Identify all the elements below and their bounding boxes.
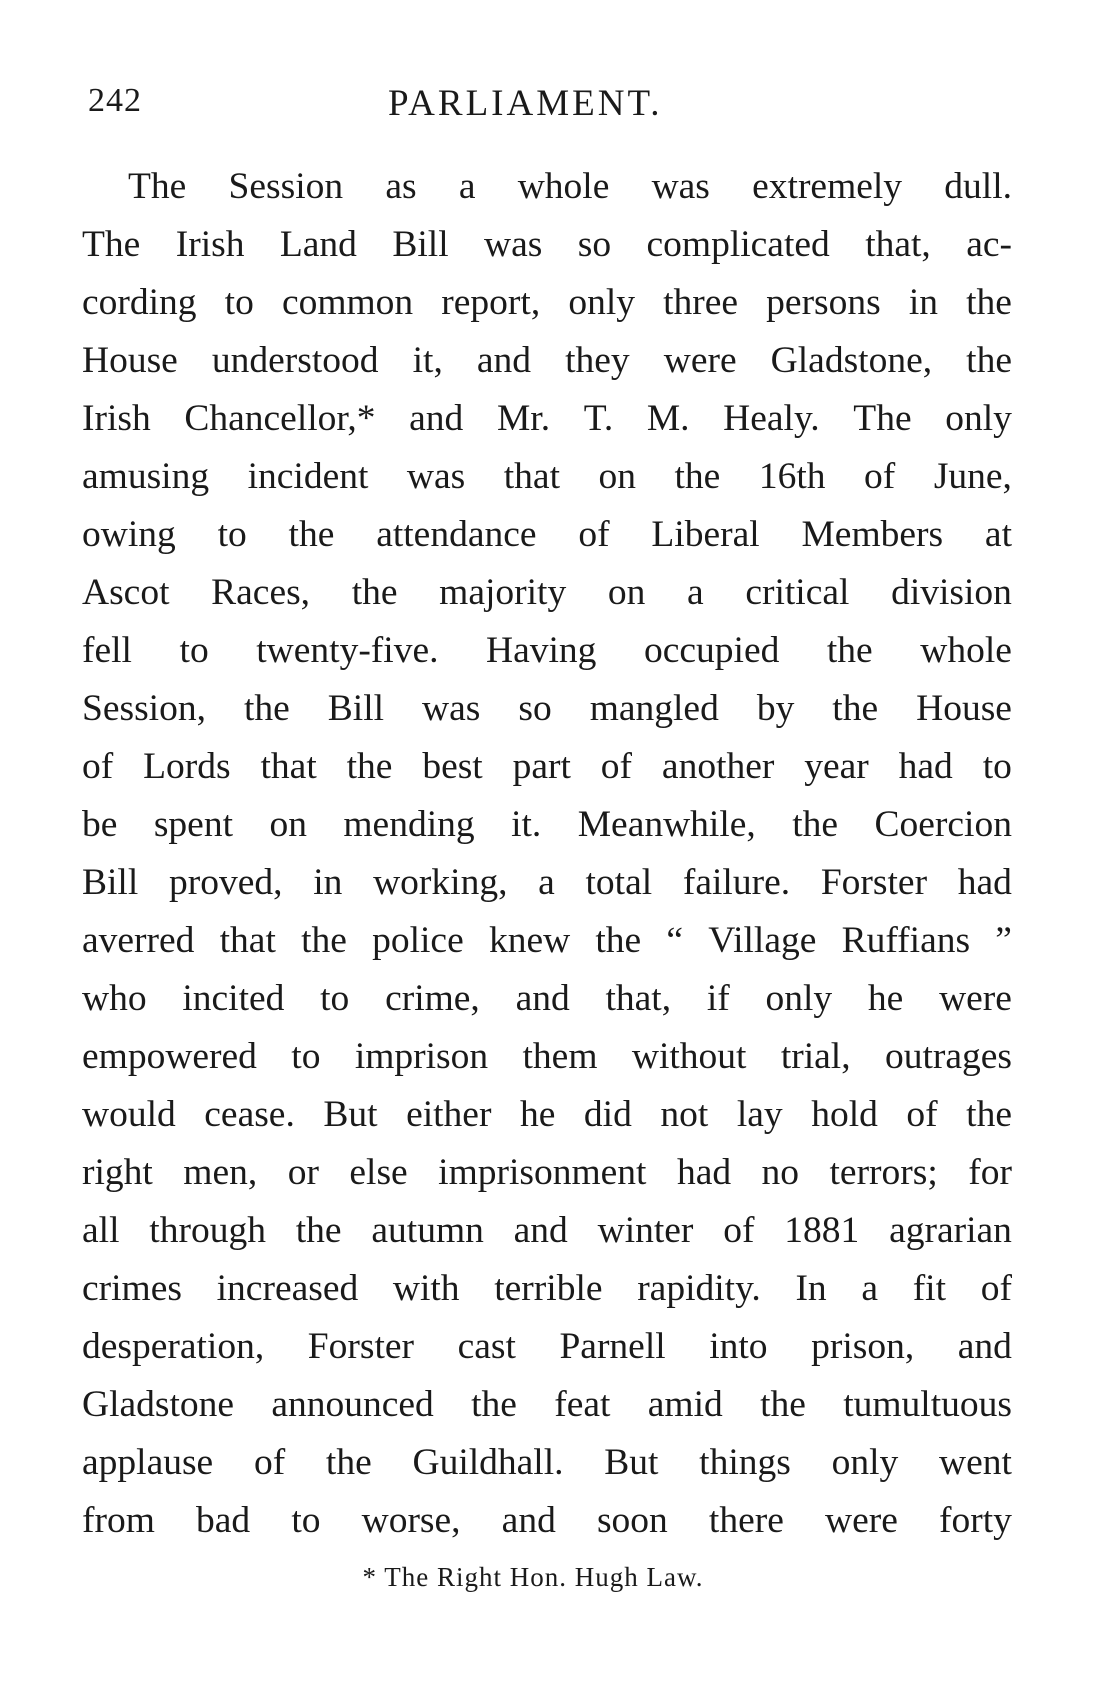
word: amid (647, 1384, 723, 1425)
word: majority (439, 572, 567, 613)
word: of (600, 746, 633, 787)
word: knew (488, 920, 571, 961)
footnote (0, 1562, 1096, 1593)
word: he (867, 978, 904, 1019)
word: Village (708, 920, 817, 961)
word: had (676, 1152, 732, 1193)
text-line (82, 1260, 1012, 1318)
word: cording (82, 282, 197, 323)
word: and (515, 978, 570, 1019)
word: T. (583, 398, 614, 439)
word: lay (736, 1094, 783, 1135)
word: June, (933, 456, 1012, 497)
word: tumultuous (843, 1384, 1012, 1425)
word: Bill (327, 688, 385, 729)
word: that (260, 746, 317, 787)
word: only (945, 398, 1012, 439)
word: the (346, 746, 393, 787)
word: to (291, 1500, 321, 1541)
word: as (385, 166, 417, 207)
word: outrages (884, 1036, 1012, 1077)
word: Irish (82, 398, 151, 439)
text-line (82, 390, 1012, 448)
word: on (269, 804, 307, 845)
word: into (709, 1326, 768, 1367)
word: that (219, 920, 276, 961)
word: fit (912, 1268, 947, 1309)
word: Land (279, 224, 357, 265)
word: Mr. (496, 398, 551, 439)
word: mangled (589, 688, 719, 729)
word: either (406, 1094, 492, 1135)
word: M. (646, 398, 690, 439)
word: a (538, 862, 555, 903)
word: Members (801, 514, 944, 555)
word: House (916, 688, 1012, 729)
word: averred (82, 920, 195, 961)
word: so (577, 224, 612, 265)
word: total (585, 862, 653, 903)
word: for (968, 1152, 1012, 1193)
word: the (351, 572, 398, 613)
word: But (323, 1094, 378, 1135)
word: dull. (944, 166, 1012, 207)
word: of (578, 514, 610, 555)
word: only (568, 282, 635, 323)
word: Irish (175, 224, 245, 265)
text-line (82, 1028, 1012, 1086)
word: whole (517, 166, 610, 207)
word: hold (811, 1094, 878, 1135)
word: Session (228, 166, 344, 207)
word: was (651, 166, 710, 207)
word: Chancellor,* (184, 398, 376, 439)
word: right (82, 1152, 153, 1193)
word: the (325, 1442, 372, 1483)
word: no (761, 1152, 800, 1193)
word: desperation, (82, 1326, 265, 1367)
text-line (82, 854, 1012, 912)
word: a (687, 572, 704, 613)
word: be (82, 804, 118, 845)
word: increased (216, 1268, 359, 1309)
word: division (891, 572, 1012, 613)
word: The (82, 224, 141, 265)
word: was (406, 456, 466, 497)
word: the (301, 920, 347, 961)
word: understood (211, 340, 379, 381)
word: of (864, 456, 896, 497)
word: did (583, 1094, 632, 1135)
word: occupied (643, 630, 780, 671)
word: a (861, 1268, 879, 1309)
word: to (291, 1036, 321, 1077)
word: feat (554, 1384, 611, 1425)
word: Ascot (82, 572, 170, 613)
word: of (906, 1094, 938, 1135)
word: fell (82, 630, 132, 671)
word: crime, (385, 978, 480, 1019)
word: the (826, 630, 873, 671)
word: was (422, 688, 481, 729)
word: Session, (82, 688, 206, 729)
word: three (663, 282, 739, 323)
word: The (853, 398, 912, 439)
word: amusing (82, 456, 210, 497)
word: trial, (780, 1036, 851, 1077)
word: incited (182, 978, 285, 1019)
word: and (501, 1500, 556, 1541)
text-line (82, 274, 1012, 332)
word: with (392, 1268, 460, 1309)
word: to (982, 746, 1012, 787)
word: or (287, 1152, 319, 1193)
word: only (765, 978, 833, 1019)
word: report, (441, 282, 541, 323)
word: House (82, 340, 178, 381)
word: else (349, 1152, 408, 1193)
text-line (82, 1086, 1012, 1144)
word: complicated (646, 224, 830, 265)
text-line (82, 1434, 1012, 1492)
word: autumn (371, 1210, 484, 1251)
word: the (760, 1384, 806, 1425)
text-line (82, 796, 1012, 854)
word: in (313, 862, 343, 903)
word: Forster (820, 862, 928, 903)
word: were (663, 340, 737, 381)
word: part (512, 746, 571, 787)
word: 16th (758, 456, 826, 497)
word: But (604, 1442, 659, 1483)
word: the (966, 1094, 1012, 1135)
word: from (82, 1500, 155, 1541)
word: through (149, 1210, 266, 1251)
text-line (82, 158, 1012, 216)
running-title: PARLIAMENT. (388, 83, 663, 124)
text-line (82, 216, 1012, 274)
word: to (179, 630, 209, 671)
word: police (372, 920, 464, 961)
word: whole (920, 630, 1012, 671)
word: Healy. (723, 398, 820, 439)
word: crimes (82, 1268, 182, 1309)
word: at (984, 514, 1012, 555)
text-line (82, 680, 1012, 738)
word: attendance (376, 514, 537, 555)
word: in (908, 282, 939, 323)
word: would (82, 1094, 176, 1135)
word: they (565, 340, 630, 381)
word: working, (373, 862, 508, 903)
word: so (518, 688, 552, 729)
word: prison, (811, 1326, 915, 1367)
word: the (792, 804, 839, 845)
text-line (82, 506, 1012, 564)
word: In (795, 1268, 827, 1309)
word: on (598, 456, 636, 497)
word: to (224, 282, 254, 323)
word: terrible (494, 1268, 603, 1309)
word: imprisonment (438, 1152, 647, 1193)
word: them (522, 1036, 598, 1077)
text-line (82, 1318, 1012, 1376)
word: spent (153, 804, 234, 845)
text-line (82, 912, 1012, 970)
word: of (253, 1442, 286, 1483)
word: the (243, 688, 290, 729)
word: worse, (361, 1500, 461, 1541)
word: to (320, 978, 350, 1019)
word: the (966, 340, 1012, 381)
text-line (82, 1144, 1012, 1202)
text-line (82, 622, 1012, 680)
word: mending (343, 804, 475, 845)
word: twenty-five. (256, 630, 439, 671)
word: it. (511, 804, 542, 845)
word: Gladstone (82, 1384, 235, 1425)
word: and (513, 1210, 568, 1251)
word: incident (247, 456, 369, 497)
text-line (82, 1202, 1012, 1260)
word: of (82, 746, 114, 787)
word: and (957, 1326, 1012, 1367)
text-line (82, 738, 1012, 796)
word: persons (766, 282, 881, 323)
word: “ (666, 920, 684, 961)
word: was (484, 224, 543, 265)
body-text (82, 158, 1012, 1550)
word: cease. (204, 1094, 295, 1135)
word: it, (412, 340, 443, 381)
word: had (957, 862, 1012, 903)
text-line (82, 970, 1012, 1028)
word: another (661, 746, 775, 787)
word: the (966, 282, 1012, 323)
word: cast (457, 1326, 516, 1367)
word: the (674, 456, 721, 497)
word: 1881 (784, 1210, 860, 1251)
word: Forster (307, 1326, 415, 1367)
text-line (82, 332, 1012, 390)
word: a (458, 166, 476, 207)
word: year (804, 746, 869, 787)
word: Guildhall. (412, 1442, 564, 1483)
word: the (832, 688, 879, 729)
text-line (82, 1376, 1012, 1434)
word: ac- (966, 224, 1012, 265)
word: Coercion (874, 804, 1012, 845)
word: proved, (168, 862, 283, 903)
word: Bill (392, 224, 449, 265)
word: only (831, 1442, 899, 1483)
word: who (82, 978, 147, 1019)
word: the (471, 1384, 517, 1425)
word: forty (938, 1500, 1012, 1541)
page-number: 242 (88, 82, 142, 119)
word: without (631, 1036, 747, 1077)
footnote-text: * The Right Hon. Hugh Law. (362, 1562, 704, 1592)
word: Lords (143, 746, 231, 787)
word: that (503, 456, 560, 497)
word: on (607, 572, 646, 613)
word: had (898, 746, 953, 787)
word: that, (865, 224, 931, 265)
word: bad (196, 1500, 251, 1541)
word: Parnell (559, 1326, 666, 1367)
word: all (82, 1210, 120, 1251)
word: there (708, 1500, 784, 1541)
word: ” (995, 920, 1012, 961)
word: imprison (354, 1036, 489, 1077)
word: the (295, 1210, 342, 1251)
word: the (288, 514, 335, 555)
word: men, (183, 1152, 258, 1193)
text-line (82, 564, 1012, 622)
word: Ruffians (841, 920, 971, 961)
word: common (281, 282, 414, 323)
word: announced (271, 1384, 434, 1425)
text-line (82, 448, 1012, 506)
word: went (939, 1442, 1012, 1483)
word: Liberal (651, 514, 760, 555)
word: of (980, 1268, 1012, 1309)
word: Meanwhile, (577, 804, 756, 845)
word: best (422, 746, 483, 787)
word: soon (596, 1500, 668, 1541)
word: extremely (752, 166, 903, 207)
word: he (519, 1094, 556, 1135)
word: agrarian (889, 1210, 1012, 1251)
word: the (595, 920, 642, 961)
word: that, (605, 978, 672, 1019)
word: things (699, 1442, 791, 1483)
word: The (128, 166, 187, 207)
word: and (409, 398, 464, 439)
word: Bill (82, 862, 139, 903)
word: empowered (82, 1036, 257, 1077)
word: failure. (682, 862, 791, 903)
word: Races, (211, 572, 311, 613)
word: if (706, 978, 730, 1019)
word: were (825, 1500, 898, 1541)
word: and (476, 340, 532, 381)
page-header (88, 82, 1018, 132)
text-line (82, 1492, 1012, 1550)
word: by (756, 688, 795, 729)
word: Gladstone, (770, 340, 933, 381)
word: were (939, 978, 1012, 1019)
word: applause (82, 1442, 214, 1483)
word: to (217, 514, 247, 555)
word: of (723, 1210, 755, 1251)
word: owing (82, 514, 176, 555)
word: not (660, 1094, 709, 1135)
word: terrors; (829, 1152, 938, 1193)
word: rapidity. (637, 1268, 761, 1309)
word: Having (486, 630, 597, 671)
word: critical (745, 572, 850, 613)
word: winter (597, 1210, 694, 1251)
